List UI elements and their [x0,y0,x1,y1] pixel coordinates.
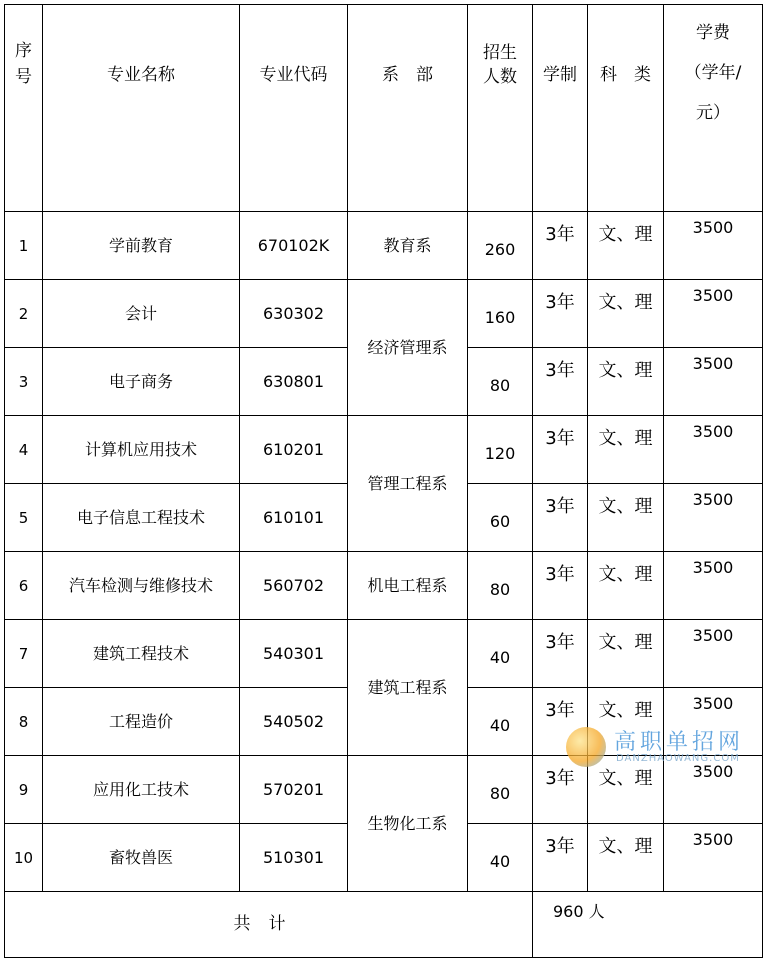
cell-enroll: 80 [468,552,533,620]
cell-years: 3年 [533,824,588,892]
header-fee-line3: 元） [696,103,730,123]
cell-code: 610101 [240,484,348,552]
total-label: 共计 [5,892,533,958]
cell-code: 540502 [240,688,348,756]
cell-index: 9 [5,756,43,824]
cell-enroll: 120 [468,416,533,484]
cell-name: 汽车检测与维修技术 [43,552,240,620]
cell-years: 3年 [533,756,588,824]
table-row [5,280,763,348]
cell-enroll: 40 [468,824,533,892]
cell-enroll: 260 [468,212,533,280]
header-years: 学制 [533,5,588,212]
cell-fee: 3500 [664,348,763,416]
cell-index: 2 [5,280,43,348]
cell-name: 电子信息工程技术 [43,484,240,552]
cell-name: 计算机应用技术 [43,416,240,484]
cell-index: 8 [5,688,43,756]
table-row [5,620,763,688]
cell-enroll: 60 [468,484,533,552]
table-row [5,212,763,280]
table-row [5,552,763,620]
cell-years: 3年 [533,348,588,416]
header-enroll-line1: 招生 [483,43,517,63]
cell-category: 文、理 [588,824,664,892]
header-enroll-line2: 人数 [483,67,517,88]
header-fee [664,5,763,212]
cell-enroll: 160 [468,280,533,348]
cell-name: 工程造价 [43,688,240,756]
cell-fee: 3500 [664,688,763,756]
cell-dept: 经济管理系 [348,280,468,416]
cell-name: 学前教育 [43,212,240,280]
cell-years: 3年 [533,688,588,756]
cell-name: 电子商务 [43,348,240,416]
cell-category: 文、理 [588,552,664,620]
cell-code: 510301 [240,824,348,892]
cell-years: 3年 [533,280,588,348]
header-fee-line2: （学年/ [684,63,742,83]
cell-years: 3年 [533,484,588,552]
cell-category: 文、理 [588,620,664,688]
cell-category: 文、理 [588,280,664,348]
cell-index: 5 [5,484,43,552]
cell-dept: 教育系 [348,212,468,280]
cell-code: 570201 [240,756,348,824]
total-value: 960 人 [533,892,763,958]
total-row [5,892,763,958]
cell-name: 建筑工程技术 [43,620,240,688]
cell-fee: 3500 [664,416,763,484]
cell-years: 3年 [533,620,588,688]
header-index-line1: 序 [15,41,32,61]
cell-code: 630801 [240,348,348,416]
cell-category: 文、理 [588,416,664,484]
cell-index: 6 [5,552,43,620]
enrollment-table-sheet [4,4,762,935]
header-row [5,5,763,212]
cell-enroll: 40 [468,620,533,688]
cell-dept: 机电工程系 [348,552,468,620]
cell-index: 3 [5,348,43,416]
cell-index: 7 [5,620,43,688]
cell-index: 1 [5,212,43,280]
cell-code: 670102K [240,212,348,280]
header-dept: 系 部 [348,5,468,212]
cell-code: 630302 [240,280,348,348]
cell-enroll: 40 [468,688,533,756]
table-row [5,756,763,824]
header-index-line2: 号 [15,67,32,88]
header-name: 专业名称 [43,5,240,212]
cell-fee: 3500 [664,280,763,348]
cell-fee: 3500 [664,756,763,824]
watermark-url: DANZHAOWANG.COM [616,753,740,764]
cell-name: 应用化工技术 [43,756,240,824]
cell-fee: 3500 [664,552,763,620]
cell-index: 4 [5,416,43,484]
cell-code: 540301 [240,620,348,688]
cell-enroll: 80 [468,348,533,416]
watermark-title: 高职单招网 [614,730,745,755]
cell-fee: 3500 [664,484,763,552]
cell-index: 10 [5,824,43,892]
enrollment-table [4,4,763,958]
cell-dept: 建筑工程系 [348,620,468,756]
header-index [5,5,43,212]
cell-name: 会计 [43,280,240,348]
cell-fee: 3500 [664,824,763,892]
cell-category: 文、理 [588,484,664,552]
cell-category: 文、理 [588,348,664,416]
cell-dept: 生物化工系 [348,756,468,892]
cell-code: 560702 [240,552,348,620]
cell-years: 3年 [533,552,588,620]
header-category: 科 类 [588,5,664,212]
cell-name: 畜牧兽医 [43,824,240,892]
cell-fee: 3500 [664,620,763,688]
cell-enroll: 80 [468,756,533,824]
header-code: 专业代码 [240,5,348,212]
header-enroll [468,5,533,212]
table-row [5,416,763,484]
cell-fee: 3500 [664,212,763,280]
cell-category: 文、理 [588,212,664,280]
header-fee-line1: 学费 [696,23,730,43]
cell-years: 3年 [533,416,588,484]
cell-code: 610201 [240,416,348,484]
cell-category: 文、理 [588,756,664,824]
cell-category: 文、理 [588,688,664,756]
cell-dept: 管理工程系 [348,416,468,552]
cell-years: 3年 [533,212,588,280]
